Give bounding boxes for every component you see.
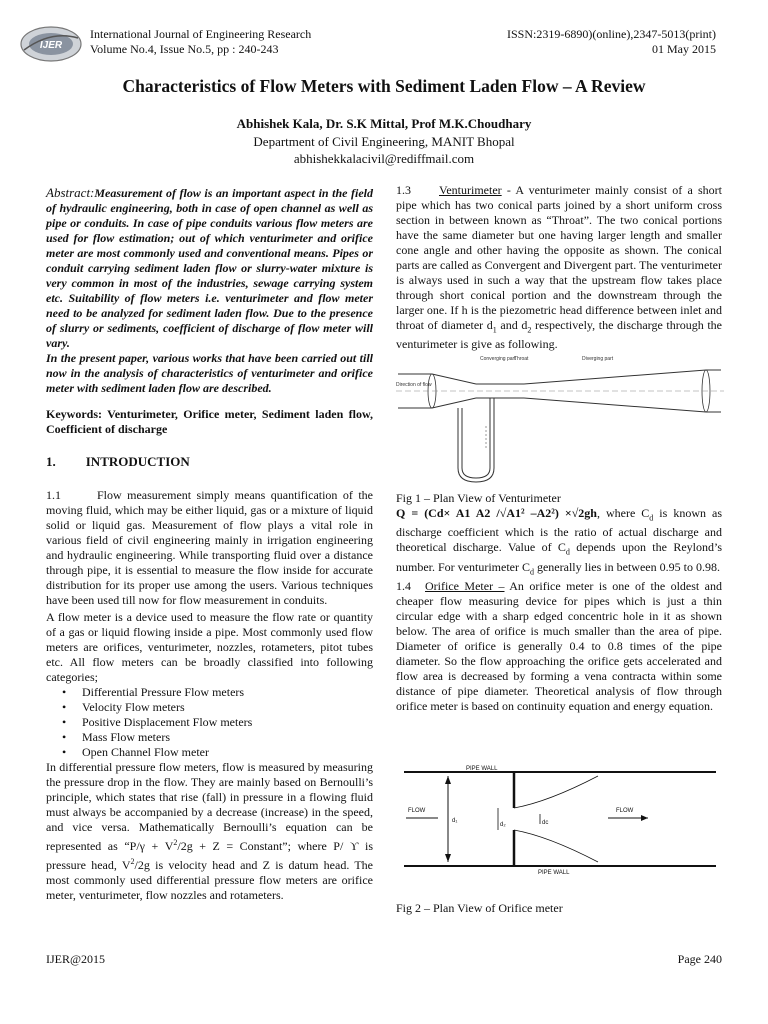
- orifice-label: Orifice Meter –: [425, 579, 505, 594]
- footer-copyright: IJER@2015: [46, 952, 106, 966]
- keywords: Keywords: Venturimeter, Orifice meter, Sediment laden flow, Coefficient of discharge: [46, 407, 373, 436]
- logo-text: IJER: [39, 40, 63, 51]
- journal-volume: Volume No.4, Issue No.5, pp : 240-243: [90, 42, 279, 56]
- section-number: 1.: [46, 454, 56, 469]
- page-number: Page 240: [677, 952, 722, 966]
- fig-label-pipe-wall-top: PIPE WALL: [466, 766, 498, 772]
- issn: ISSN:2319-6890)(online),2347-5013(print): [507, 27, 716, 41]
- intro-paragraph-2: A flow meter is a device used to measure the flow rate or quantity of a gas or liquid flowing inside a pipe. Most commonly used flow meters are orifices, venturimeter, nozzles, rotameters, pitot tubes etc. All flow meters can be broadly classified into following categories;: [46, 610, 373, 684]
- discharge-equation-para: Q = (Cd× A1 A2 /√A1² –A2²) ×√2gh, where $C_d$ is known as discharge coefficient which is the ratio of actual discharge and theoretical discharge. Value of $C_d$ depends upon the Reylond’s number. For venturimeter $C_d$ generally lies in between 0.95 to 0.98. 1.4 Orifice Meter – An orifice meter is one of the oldest and cheaper flow measuring device for pipes which is just a thin circular edge with a sharp edged concentric hole in it as shown below. The area of orifice is much smaller than the area of pipe. Diameter of orifice is generally 0.4 to 0.8 times of the pipe diameter. So the flow approaching the orifice gets accelerated and flow area is decreased by forming a vena contracta within some distance of pipe diameter. Theoretical analysis of flow through orifice meter is based on continuity equation and energy equation.: [396, 506, 722, 714]
- intro-body: [46, 488, 373, 903]
- section-title: INTRODUCTION: [85, 454, 190, 469]
- section-heading-intro: [46, 454, 373, 469]
- fig1-caption: Fig 1 – Plan View of Venturimeter: [396, 491, 561, 505]
- author-email: abhishekkalacivil@rediffmail.com: [293, 151, 475, 166]
- list-item: • Differential Pressure Flow meters: [82, 685, 373, 700]
- fig-label-flow-direction: Direction of flow: [396, 382, 432, 388]
- list-item: • Positive Displacement Flow meters: [82, 715, 373, 730]
- fig-label-dc: dc: [542, 820, 549, 826]
- flow-meter-categories: [46, 685, 373, 760]
- publish-date: 01 May 2015: [652, 42, 716, 56]
- abstract-text: Measurement of flow is an important aspect in the field of hydraulic engineering, both in case of open channel as well as pipe or conduits. In case of pipe conduits various flow meters are used for flow estimation; out of which venturimeter and orifice meter are most commonly used and conventional means. Pipes or conduit carrying sediment laden flow or slurry-water mixture is very common in most of the industries, sewage carrying system etc. Suitability of flow meters i.e. venturimeter and flow meter need to be analyzed for sediment laden flow. Due to the presence of slurry or sediments, coefficient of discharge of flow meter will vary.: [46, 186, 373, 350]
- list-item: • Velocity Flow meters: [82, 700, 373, 715]
- list-item: • Mass Flow meters: [82, 730, 373, 745]
- author-department: Department of Civil Engineering, MANIT Bhopal: [253, 134, 515, 149]
- venturimeter-label: Venturimeter: [439, 183, 502, 197]
- para-number: 1.3: [396, 183, 411, 197]
- paper-authors: Abhishek Kala, Dr. S.K Mittal, Prof M.K.Choudhary: [236, 116, 532, 131]
- venturimeter-figure: [396, 350, 726, 488]
- orifice-text: An orifice meter is one of the oldest and cheaper flow measuring device for pipes which is just a thin circular edge with a sharp edged concentric hole in it as shown below. The area of orifice is much smaller than the area of pipe. Diameter of orifice is generally 0.4 to 0.8 times of the pipe diameter. So the flow approaching the orifice gets accelerated and flow area is decreased by forming a vena contracta within some distance of pipe diameter. Theoretical analysis of flow through orifice meter is based on continuity equation and energy equation.: [396, 579, 722, 714]
- list-item: • Open Channel Flow meter: [82, 745, 373, 760]
- fig2-caption: Fig 2 – Plan View of Orifice meter: [396, 901, 563, 915]
- discharge-equation: Q = (Cd× A1 A2 /√A1² –A2²) ×√2gh: [396, 506, 597, 520]
- para-number: 1.4: [396, 579, 411, 594]
- abstract-text-2: In the present paper, various works that have been carried out till now in the analysis of characteristics of venturimeter and orifice meter with sediment laden flow are described.: [46, 351, 373, 395]
- fig-label-diverging: Diverging part: [582, 356, 614, 362]
- fig-label-throat: Throat: [514, 356, 529, 362]
- para-number: 1.1: [46, 488, 61, 502]
- journal-header: [90, 27, 311, 57]
- issn-header: [507, 27, 716, 57]
- journal-name: International Journal of Engineering Research: [90, 27, 312, 41]
- fig-label-d1: d₁: [452, 818, 458, 824]
- fig-label-converging: Converging part: [480, 356, 516, 362]
- abstract-label: Abstract:: [46, 185, 95, 200]
- abstract-block: [46, 185, 373, 396]
- fig-label-flow-right: FLOW: [616, 808, 634, 814]
- orifice-figure: [398, 760, 722, 878]
- paper-title: Characteristics of Flow Meters with Sediment Laden Flow – A Review: [122, 76, 646, 96]
- intro-paragraph-1: Flow measurement simply means quantification of the moving fluid, which may be either liquid, gas or a mixture of liquid solid or liquid gas. Measurement of flow plays a vital role in various field of civil engineering mainly in irrigation engineering and hydraulic engineering. While transporting fluid over a distance through pipe, it is essential to measure the flow inside for accurate distribution for its proper use among the users. Various techniques have been used till now for flow measurement in conduits.: [46, 488, 373, 607]
- intro-paragraph-3: In differential pressure flow meters, flow is measured by measuring the pressure drop in the flow. They are mainly based on Bernoulli’s principle, which states that rise (fall) in pressure in a flowing fluid must always be accompanied by a decrease (increase) in the speed, and vice versa. Mathematically Bernoulli’s equation can be represented as “$P/\gamma + V^2/2g + Z$ = Constant”; where P/ ϒ is pressure head, $V^2/2g$ is velocity head and Z is datum head. The most commonly used differential pressure flow meters are orifice meter, venturimeter, flow nozzles and rotameters.: [46, 760, 373, 902]
- fig-label-pipe-wall-bottom: PIPE WALL: [538, 870, 570, 876]
- journal-logo: [18, 24, 84, 64]
- fig-label-flow-left: FLOW: [408, 808, 426, 814]
- fig-label-d2: d₂: [500, 822, 506, 828]
- venturimeter-section: 1.3 Venturimeter - A venturimeter mainly consist of a short pipe which has two conical parts joined by a short uniform cross section in between known as “Throat”. The two conical portions have the same diameter but one having larger length and smaller cone angle and other having the opposite as shown. The conical parts are called as Convergent and Divergent part. The venturimeter is always used in such a way that the upstream flow takes place through short conical portion and the downstream through the larger one. If h is the piezometric head difference between inlet and throat of diameter $d_1$ and $d_2$ respectively, the discharge through the venturimeter is give as following.: [396, 183, 722, 352]
